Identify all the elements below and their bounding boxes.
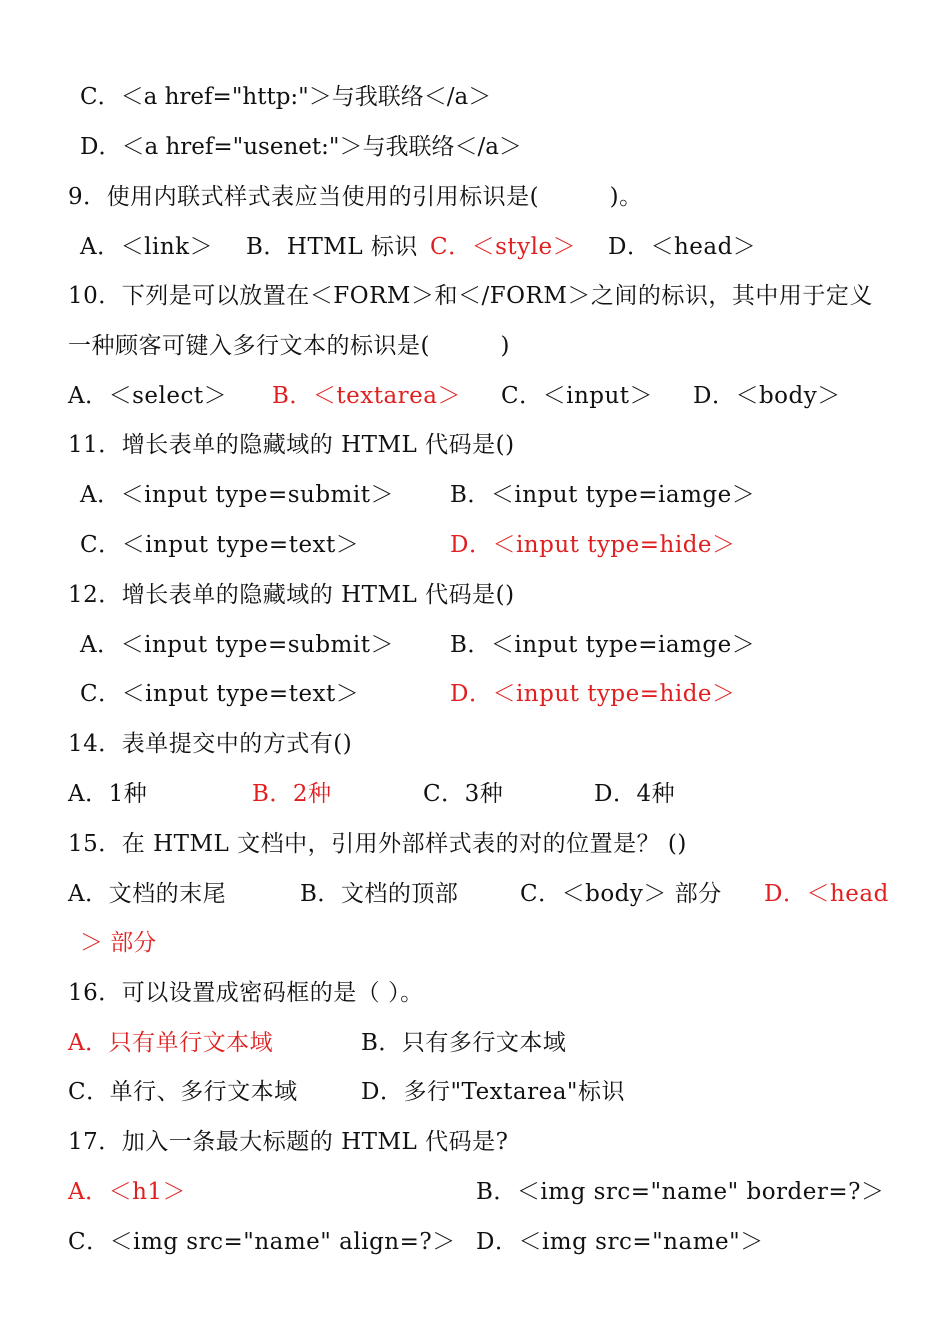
question-14 (68, 724, 890, 764)
option-line (80, 127, 890, 167)
question-text: 一种顾客可键入多行文本的标识是( ) (68, 333, 510, 359)
option-b: B．＜img src="name" border=?＞ (476, 1179, 885, 1205)
options-row-q11-cd (80, 525, 890, 565)
option-d: D．＜head＞ (608, 234, 757, 260)
option-b-answer: B．＜textarea＞ (272, 383, 462, 409)
option-d: D．＜body＞ (693, 383, 841, 409)
question-text: 15．在 HTML 文档中，引用外部样式表的对的位置是？ () (68, 831, 687, 857)
question-text: 17．加入一条最大标题的 HTML 代码是? (68, 1129, 509, 1155)
question-text: 16．可以设置成密码框的是（ ）。 (68, 980, 424, 1006)
option-d-answer: D．＜head (764, 881, 889, 907)
question-17 (68, 1122, 890, 1162)
option-a: A．＜input type=submit＞ (80, 482, 394, 508)
option-b: B．HTML 标识 (246, 234, 418, 260)
options-row-q14 (68, 774, 890, 814)
options-row-q16-ab (68, 1023, 890, 1063)
option-c: C．＜input＞ (501, 383, 654, 409)
option-c: C．＜img src="name" align=?＞ (68, 1229, 456, 1255)
option-c: C．3种 (423, 781, 504, 807)
option-d: D．＜img src="name"＞ (476, 1229, 764, 1255)
options-row-q9 (80, 227, 890, 267)
options-row-q12-cd (80, 674, 890, 714)
options-row-q16-cd (68, 1072, 890, 1112)
options-row-q17-cd (68, 1222, 890, 1262)
option-d-text: D．＜a href="usenet:"＞与我联络＜/a＞ (80, 134, 522, 160)
option-c: C．＜body＞ 部分 (520, 881, 722, 907)
options-row-q17-ab (68, 1172, 890, 1212)
options-row-q10 (68, 376, 890, 416)
question-10-cont (68, 326, 890, 366)
question-text: 10．下列是可以放置在＜FORM＞和＜/FORM＞之间的标识，其中用于定义 (68, 283, 873, 309)
option-a-answer: A．＜h1＞ (68, 1179, 187, 1205)
option-a: A．＜input type=submit＞ (80, 632, 394, 658)
options-row-q11-ab (80, 475, 890, 515)
option-b: B．只有多行文本域 (361, 1030, 567, 1056)
option-line (80, 77, 890, 117)
option-c-text: C．＜a href="http:"＞与我联络＜/a＞ (80, 84, 492, 110)
options-row-q12-ab (80, 625, 890, 665)
question-text: 14．表单提交中的方式有() (68, 731, 353, 757)
question-text: 11．增长表单的隐藏域的 HTML 代码是() (68, 432, 515, 458)
option-a: A．文档的末尾 (68, 881, 227, 907)
option-b: B．＜input type=iamge＞ (450, 632, 756, 658)
question-10 (68, 276, 890, 316)
option-a: A．＜select＞ (68, 383, 228, 409)
option-d-answer-text: ＞ 部分 (80, 930, 157, 956)
option-d-answer-cont (80, 923, 890, 963)
option-b-answer: B．2种 (252, 781, 332, 807)
option-d: D．4种 (594, 781, 676, 807)
question-9 (68, 177, 890, 217)
question-text: 9．使用内联式样式表应当使用的引用标识是( )。 (68, 184, 643, 210)
question-15 (68, 824, 890, 864)
option-a: A．＜link＞ (80, 234, 214, 260)
option-d-answer: D．＜input type=hide＞ (450, 532, 736, 558)
option-c: C．＜input type=text＞ (80, 532, 360, 558)
option-d-answer: D．＜input type=hide＞ (450, 681, 736, 707)
question-text: 12．增长表单的隐藏域的 HTML 代码是() (68, 582, 515, 608)
option-b: B．文档的顶部 (300, 881, 459, 907)
option-a: A．1种 (68, 781, 148, 807)
option-c-answer: C．＜style＞ (430, 234, 577, 260)
question-11 (68, 425, 890, 465)
question-12 (68, 575, 890, 615)
options-row-q15 (68, 874, 890, 914)
option-b: B．＜input type=iamge＞ (450, 482, 756, 508)
option-a-answer: A．只有单行文本域 (68, 1030, 274, 1056)
question-16 (68, 973, 890, 1013)
option-d: D．多行"Textarea"标识 (361, 1079, 626, 1105)
option-c: C．单行、多行文本域 (68, 1079, 298, 1105)
option-c: C．＜input type=text＞ (80, 681, 360, 707)
